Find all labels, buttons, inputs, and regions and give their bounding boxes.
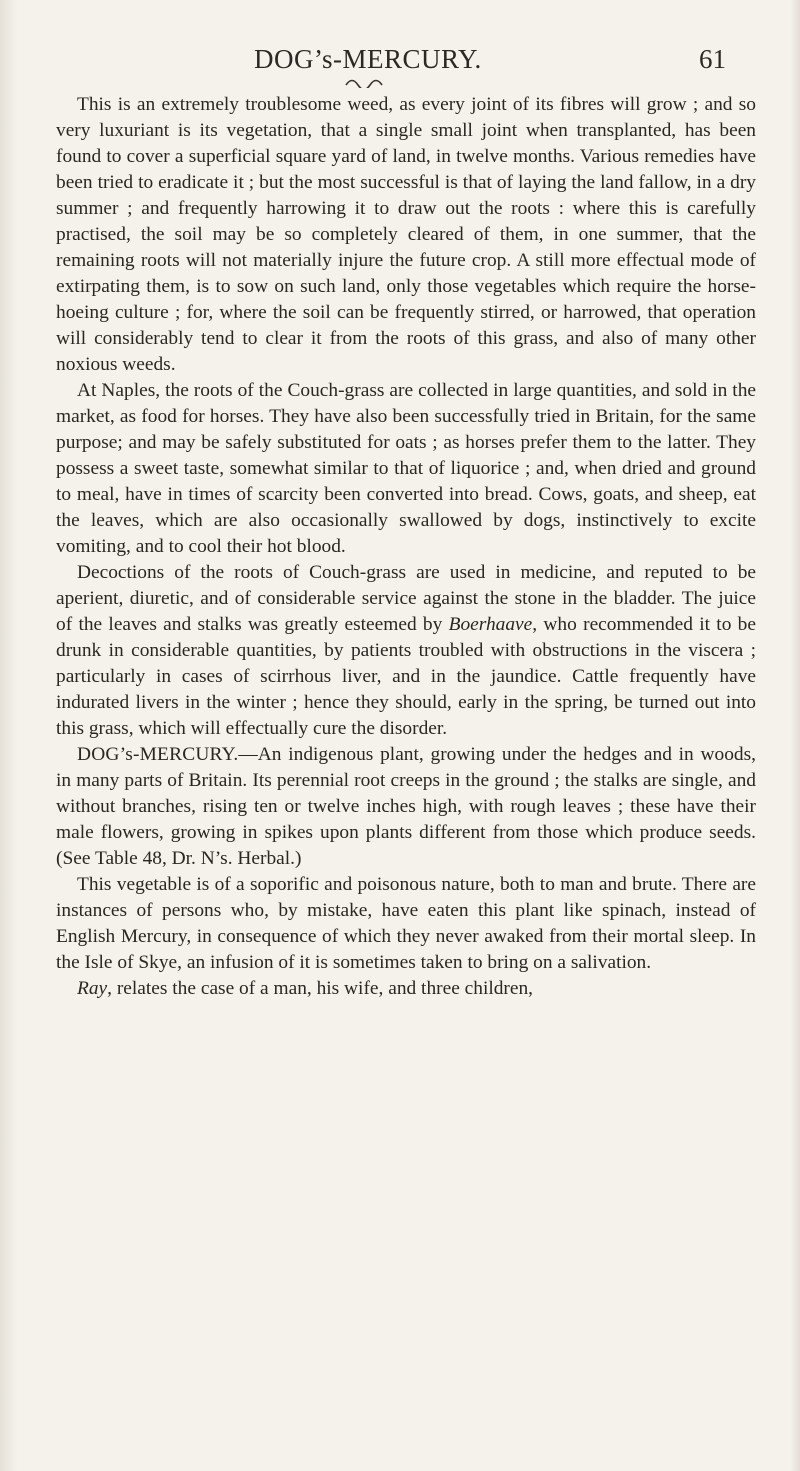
paragraph-couch-grass-weed: This is an extremely troublesome weed, as every joint of its fibres will grow ; and so very luxuriant is its vegetation, that a single small joint when transplanted, has been found to cover a superficial square yard of land, in twelve months. Various remedies have been tried to eradicate it ; but the most successful is that of laying the land fallow, in a dry summer ; and frequently harrowing it to draw out the roots : where this is carefully practised, the soil may be so completely cleared of them, in one summer, that the remaining roots will not materially injure the future crop. A still more effectual mode of extirpating them, is to sow on such land, only those vegetables which require the horse-hoeing culture ; for, where the soil can be frequently stirred, or harrowed, that operation will considerably tend to clear it from the roots of this grass, and also of many other noxious weeds. <box>56 94 756 375</box>
author-name-ray: Ray <box>77 978 108 999</box>
entry-heading: DOG’s-MERCURY. <box>77 744 239 765</box>
author-name-boerhaave: Boerhaave <box>448 614 533 635</box>
entry-description: —An indigenous plant, growing under the hedges and in woods, in many parts of Britain. Its perennial root creeps in the ground ; the stalks are single, and without branches, rising ten or twelve inches high, with rough leaves ; these have their male flowers, growing in spikes upon plants different from those which produce seeds. (See Table 48, Dr. N’s. Herbal.) <box>56 744 756 869</box>
paragraph-couch-grass-uses: At Naples, the roots of the Couch-grass are collected in large quantities, and sold in the market, as food for horses. They have also been successfully tried in Britain, for the same purpose; and may be safely substituted for oats ; as horses prefer them to the latter. They possess a sweet taste, somewhat similar to that of liquorice ; and, when dried and ground to meal, have in times of scarcity been converted into bread. Cows, goats, and sheep, eat the leaves, which are also occasionally swallowed by dogs, instinctively to excite vomiting, and to cool their hot blood. <box>56 380 756 557</box>
paragraph-text-before: Decoctions of the roots of Couch-grass are used in medicine, and reputed to be aperient, diuretic, and of considerable service against the stone in the bladder. The juice of the leaves and stalks was greatly esteemed by <box>56 562 756 635</box>
page-number: 61 <box>699 44 726 74</box>
paragraph-ray-case <box>56 976 756 1002</box>
paragraph-dogs-mercury-poison: This vegetable is of a soporific and poisonous nature, both to man and brute. There are instances of persons who, by mistake, have eaten this plant like spinach, instead of English Mercury, in consequence of which they never awaked from their mortal sleep. In the Isle of Skye, an infusion of it is sometimes taken to bring on a salivation. <box>56 874 756 973</box>
body-text <box>56 92 756 1002</box>
page-edge-shadow <box>790 0 800 1471</box>
ornament-divider <box>344 78 384 88</box>
entry-dogs-mercury <box>56 742 756 872</box>
running-title: DOG’s-MERCURY. <box>254 44 482 74</box>
paragraph-text-after: , who recommended it to be drunk in considerable quantities, by patients troubled with obstructions in the viscera ; particularly in cases of scirrhous liver, and in the jaundice. Cattle frequently have indurated livers in the winter ; hence they should, early in the spring, be turned out into this grass, which will effectually cure the disorder. <box>56 614 756 739</box>
gutter-shadow <box>0 0 18 1471</box>
page-header <box>56 44 762 78</box>
paragraph-couch-grass-medicine <box>56 560 756 742</box>
paragraph-text-after: , relates the case of a man, his wife, and three children, <box>107 978 534 999</box>
